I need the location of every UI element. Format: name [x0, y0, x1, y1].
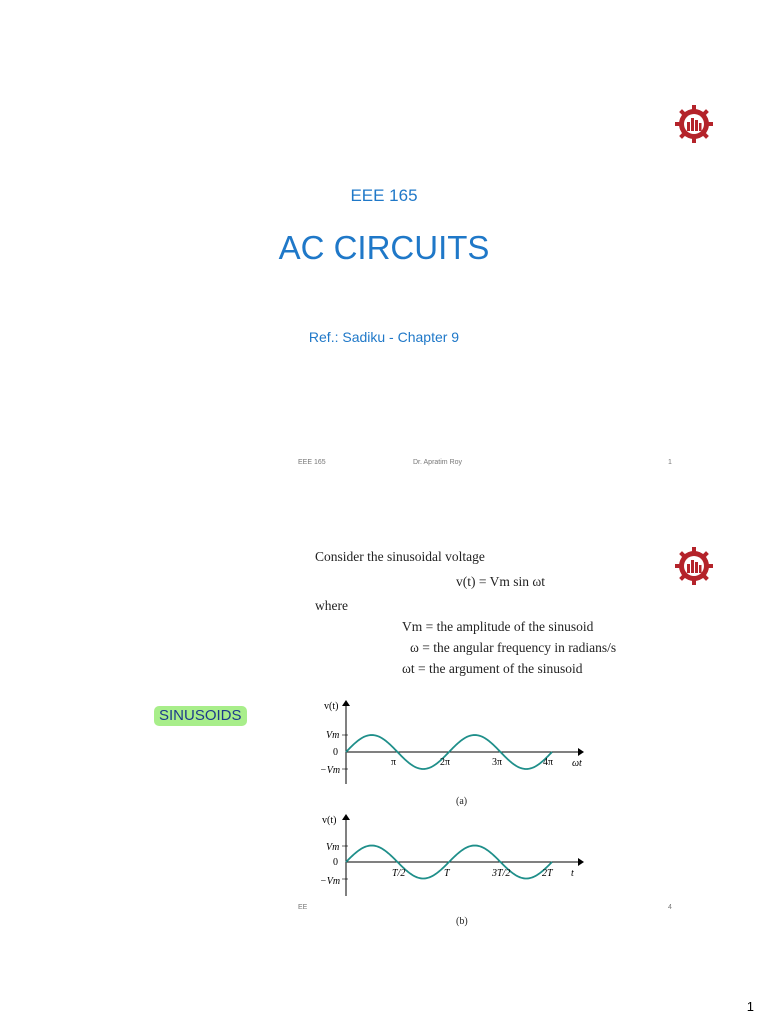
definition-angular-frequency: ω = the angular frequency in radians/s: [410, 640, 617, 655]
y-tick-zero-a: 0: [333, 747, 338, 758]
definition-argument: ωt = the argument of the sinusoid: [402, 661, 583, 676]
y-tick-zero-b: 0: [333, 857, 338, 868]
definition-amplitude: Vm = the amplitude of the sinusoid: [402, 619, 594, 634]
x-tick-2pi-a: 2π: [440, 757, 451, 768]
y-axis-arrow-a: [342, 700, 350, 706]
y-tick-neg-vm-b: −Vm: [320, 876, 341, 887]
x-tick-4pi-a: 4π: [543, 757, 554, 768]
x-tick-t-b: T: [444, 868, 450, 879]
x-tick-3pi-a: 3π: [492, 757, 503, 768]
voltage-equation: v(t) = Vm sin ωt: [456, 574, 546, 589]
footer-left: EEE 165: [298, 459, 326, 466]
reference-text: Ref.: Sadiku - Chapter 9: [308, 329, 460, 345]
where-text: where: [315, 598, 348, 613]
footer-left-2: EE: [298, 904, 308, 911]
x-tick-pi-a: π: [391, 757, 397, 768]
y-tick-neg-vm-a: −Vm: [320, 765, 341, 776]
course-code: EEE 165: [350, 186, 418, 205]
x-tick-3half-t-b: 3T/2: [492, 868, 511, 879]
footer-right: 1: [668, 459, 672, 466]
university-logo-icon: [674, 104, 714, 144]
sinusoids-label: [154, 707, 247, 725]
x-axis-label-b: t: [571, 868, 574, 879]
y-tick-vm-a: Vm: [326, 730, 340, 741]
sinusoid-plot-a: [316, 698, 596, 798]
x-axis-arrow-b: [578, 858, 584, 866]
sinusoids-highlight: SINUSOIDS: [154, 706, 247, 726]
y-axis-label-a: v(t): [324, 701, 339, 712]
y-tick-vm-b: Vm: [326, 842, 340, 853]
y-axis-label-b: v(t): [322, 815, 337, 826]
caption-a: (a): [456, 796, 468, 807]
footer-center: Dr. Apratim Roy: [413, 459, 463, 466]
x-tick-2t-b: 2T: [542, 868, 553, 879]
page-number: 1: [746, 999, 754, 1014]
university-logo-icon: [674, 546, 714, 586]
caption-b: (b): [456, 916, 468, 927]
slide-title: AC CIRCUITS: [278, 229, 490, 266]
y-axis-arrow-b: [342, 814, 350, 820]
footer-right-2: 4: [668, 904, 672, 911]
x-axis-label-a: ωt: [572, 758, 582, 769]
x-tick-half-t-b: T/2: [392, 868, 406, 879]
sinusoid-plot-b: [316, 812, 596, 902]
x-axis-arrow-a: [578, 748, 584, 756]
intro-text: Consider the sinusoidal voltage: [315, 549, 485, 564]
